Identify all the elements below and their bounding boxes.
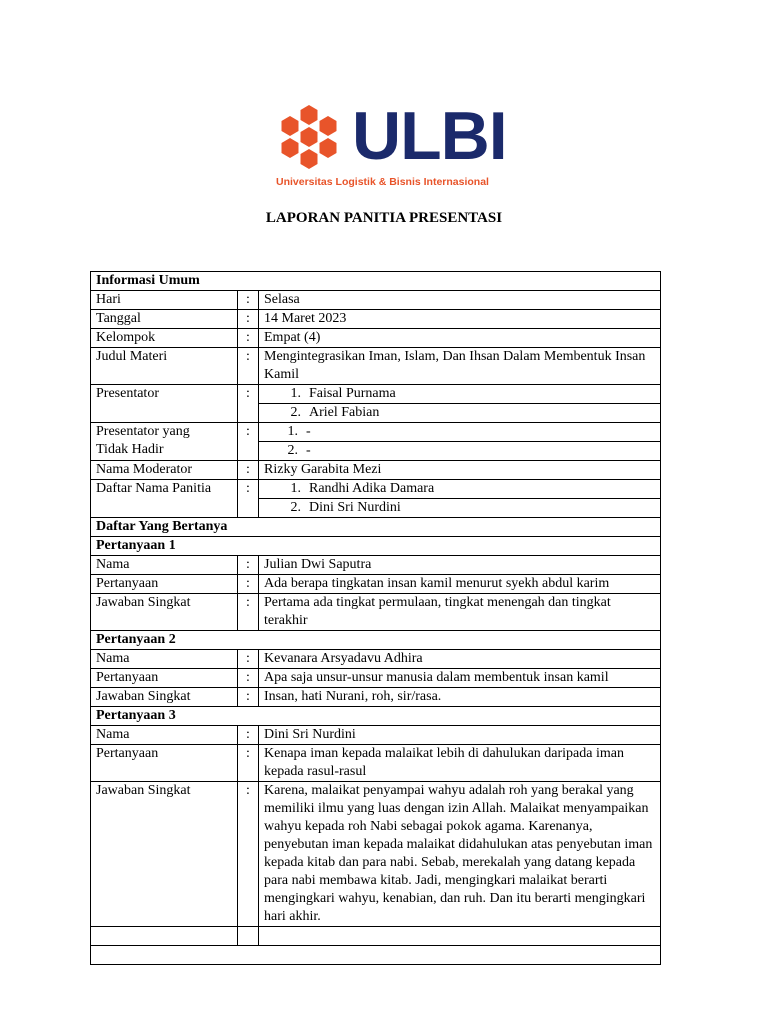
presentator-label: Presentator: [91, 385, 238, 423]
colon: :: [238, 423, 259, 461]
logo-wordmark: ULBI: [352, 98, 507, 174]
table-row: [91, 782, 661, 927]
table-row: [91, 556, 661, 575]
table-row: [91, 291, 661, 310]
presentator-name: Faisal Purnama: [309, 386, 396, 401]
table-row: [91, 669, 661, 688]
ulbi-emblem-icon: [274, 102, 344, 172]
colon: :: [238, 650, 259, 669]
colon: :: [238, 461, 259, 480]
list-number: 2.: [290, 405, 301, 420]
table-row: [91, 461, 661, 480]
panitia-name: Randhi Adika Damara: [309, 481, 435, 496]
list-number: 2.: [290, 500, 301, 515]
logo-tagline: Universitas Logistik & Bisnis Internasional: [276, 176, 489, 188]
table-row: [91, 480, 661, 499]
table-row: [91, 385, 661, 404]
panitia-item: [259, 480, 661, 499]
colon: :: [238, 782, 259, 927]
tanggal-value: 14 Maret 2023: [259, 310, 661, 329]
empty-cell: [238, 927, 259, 946]
question-text: Kenapa iman kepada malaikat lebih di dahulukan daripada iman kepada rasul-rasul: [259, 745, 661, 782]
colon: :: [238, 480, 259, 518]
judul-value: Mengintegrasikan Iman, Islam, Dan Ihsan Dalam Membentuk Insan Kamil: [259, 348, 661, 385]
jawaban-label: Jawaban Singkat: [91, 594, 238, 631]
panitia-label: Daftar Nama Panitia: [91, 480, 238, 518]
colon: :: [238, 291, 259, 310]
answer-text: Karena, malaikat penyampai wahyu adalah roh yang berakal yang memiliki ilmu yang luas dengan izin Allah. Malaikat menyampaikan wahyu kepada roh Nabi sebagai pokok agama. Karenanya, penyebutan iman kepada malaikat didahulukan atas penyebutan iman kepada kitab dan para nabi. Sebab, merekalah yang datang kepada para nabi membawa kitab. Jadi, mengingkari malaikat berarti mengingkari wahyu, kenabian, dan ruh. Dan itu berarti mengingkari hari akhir.: [259, 782, 661, 927]
panitia-item: [259, 499, 661, 518]
table-row: [91, 594, 661, 631]
colon: :: [238, 745, 259, 782]
absent-label-line1: Presentator yang: [96, 424, 190, 439]
table-row: [91, 310, 661, 329]
table-row: [91, 329, 661, 348]
hari-value: Selasa: [259, 291, 661, 310]
absent-item: [259, 423, 661, 442]
judul-label: Judul Materi: [91, 348, 238, 385]
question-text: Ada berapa tingkatan insan kamil menurut syekh abdul karim: [259, 575, 661, 594]
table-row: [91, 423, 661, 442]
list-number: 1.: [290, 481, 301, 496]
pertanyaan-label: Pertanyaan: [91, 745, 238, 782]
answer-text: Pertama ada tingkat permulaan, tingkat menengah dan tingkat terakhir: [259, 594, 661, 631]
nama-label: Nama: [91, 556, 238, 575]
pertanyaan-label: Pertanyaan: [91, 669, 238, 688]
table-row: [91, 688, 661, 707]
presentator-item: [259, 404, 661, 423]
table-row: [91, 650, 661, 669]
colon: :: [238, 669, 259, 688]
colon: :: [238, 556, 259, 575]
moderator-label: Nama Moderator: [91, 461, 238, 480]
colon: :: [238, 594, 259, 631]
list-number: 1.: [290, 386, 301, 401]
asker-name: Julian Dwi Saputra: [259, 556, 661, 575]
jawaban-label: Jawaban Singkat: [91, 688, 238, 707]
kelompok-value: Empat (4): [259, 329, 661, 348]
colon: :: [238, 688, 259, 707]
list-number: 2.: [287, 443, 298, 458]
colon: :: [238, 348, 259, 385]
asker-name: Kevanara Arsyadavu Adhira: [259, 650, 661, 669]
section-general-heading: Informasi Umum: [91, 272, 661, 291]
colon: :: [238, 310, 259, 329]
jawaban-label: Jawaban Singkat: [91, 782, 238, 927]
hari-label: Hari: [91, 291, 238, 310]
question-text: Apa saja unsur-unsur manusia dalam membentuk insan kamil: [259, 669, 661, 688]
table-row: [91, 348, 661, 385]
colon: :: [238, 575, 259, 594]
ulbi-logo: [274, 98, 507, 192]
absent-name: -: [306, 443, 311, 458]
absent-label: [91, 423, 238, 461]
empty-cell: [91, 946, 661, 965]
table-row: [91, 726, 661, 745]
tanggal-label: Tanggal: [91, 310, 238, 329]
report-table: [90, 271, 661, 965]
pertanyaan-label: Pertanyaan: [91, 575, 238, 594]
colon: :: [238, 329, 259, 348]
empty-cell: [91, 927, 238, 946]
kelompok-label: Kelompok: [91, 329, 238, 348]
empty-cell: [259, 927, 661, 946]
table-row: [91, 946, 661, 965]
presentator-name: Ariel Fabian: [309, 405, 380, 420]
presentator-item: [259, 385, 661, 404]
absent-label-line2: Tidak Hadir: [96, 442, 164, 457]
table-row: [91, 927, 661, 946]
question-heading: Pertanyaan 2: [91, 631, 661, 650]
document-title: LAPORAN PANITIA PRESENTASI: [265, 210, 503, 226]
nama-label: Nama: [91, 650, 238, 669]
moderator-value: Rizky Garabita Mezi: [259, 461, 661, 480]
list-number: 1.: [287, 424, 298, 439]
answer-text: Insan, hati Nurani, roh, sir/rasa.: [259, 688, 661, 707]
question-heading: Pertanyaan 3: [91, 707, 661, 726]
absent-name: -: [306, 424, 311, 439]
section-questions-heading: Daftar Yang Bertanya: [91, 518, 661, 537]
question-heading: Pertanyaan 1: [91, 537, 661, 556]
colon: :: [238, 726, 259, 745]
colon: :: [238, 385, 259, 423]
nama-label: Nama: [91, 726, 238, 745]
table-row: [91, 575, 661, 594]
table-row: [91, 745, 661, 782]
panitia-name: Dini Sri Nurdini: [309, 500, 401, 515]
asker-name: Dini Sri Nurdini: [259, 726, 661, 745]
absent-item: [259, 442, 661, 461]
